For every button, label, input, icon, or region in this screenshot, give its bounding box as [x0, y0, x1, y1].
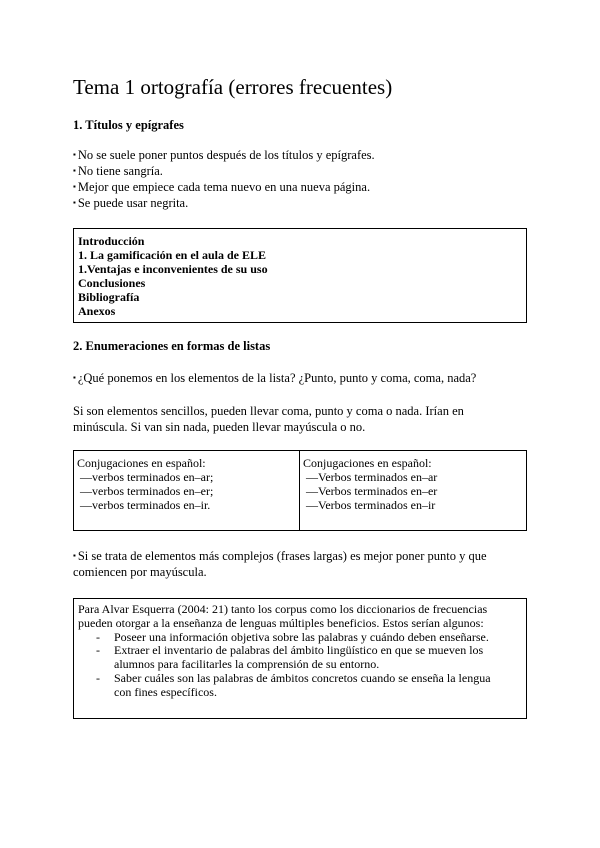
toc-line: 1.Ventajas e inconvenientes de su uso	[78, 262, 268, 276]
paragraph-line: minúscula. Si van sin nada, pueden llevar mayúscula o no.	[73, 420, 366, 434]
section-1-heading: 1. Títulos y epígrafes	[73, 118, 184, 132]
paragraph-line: Si son elementos sencillos, pueden llevar coma, punto y coma o nada. Irían en	[73, 404, 464, 418]
section-2-heading: 2. Enumeraciones en formas de listas	[73, 339, 271, 353]
table-cell-item: —verbos terminados en–ar;	[80, 470, 214, 484]
page-title: Tema 1 ortografía (errores frecuentes)	[73, 75, 393, 99]
table-cell-item: —Verbos terminados en–ir	[306, 498, 436, 512]
list-item: - Extraer el inventario de palabras del ámbito lingüístico en que se mueven los alumnos para facilitarles la comprensión de su entorno.	[88, 644, 508, 672]
list-item: - Saber cuáles son las palabras de ámbitos concretos cuando se enseña la lengua con fines específicos.	[88, 672, 508, 700]
table-cell-left	[77, 456, 213, 512]
example-box	[73, 598, 527, 719]
toc-line: Conclusiones	[78, 276, 146, 290]
table-cell-item: —Verbos terminados en–er	[306, 484, 438, 498]
table-cell-right	[303, 456, 437, 512]
table-cell-item: —verbos terminados en–er;	[80, 484, 214, 498]
list-item: - Poseer una información objetiva sobre las palabras y cuándo deben enseñarse.	[88, 631, 508, 645]
table-divider	[299, 451, 300, 530]
example-list	[88, 631, 508, 700]
example-intro-line: pueden otorgar a la enseñanza de lenguas múltiples beneficios. Estos serían algunos:	[78, 615, 484, 630]
toc-line: Introducción	[78, 234, 145, 248]
table-cell-item: —Verbos terminados en–ar	[306, 470, 438, 484]
bullet-item: ▪ Mejor que empiece cada tema nuevo en una nueva página.	[73, 179, 370, 197]
conjugation-table	[73, 450, 527, 531]
bullet-item: ▪ No tiene sangría.	[73, 163, 163, 181]
table-cell-item: —verbos terminados en–ir.	[80, 498, 211, 512]
toc-example-box	[73, 228, 527, 323]
paragraph-line: comiencen por mayúscula.	[73, 565, 207, 579]
toc-line: 1. La gamificación en el aula de ELE	[78, 248, 267, 262]
toc-line: Bibliografía	[78, 290, 140, 304]
toc-line: Anexos	[78, 304, 116, 318]
bullet-item: ▪ No se suele poner puntos después de los títulos y epígrafes.	[73, 147, 375, 165]
table-cell-header: Conjugaciones en español:	[303, 456, 432, 470]
bullet-item: ▪ ¿Qué ponemos en los elementos de la lista? ¿Punto, punto y coma, coma, nada?	[73, 370, 476, 388]
example-intro-line: Para Alvar Esquerra (2004: 21) tanto los corpus como los diccionarios de frecuencias	[78, 602, 488, 616]
table-cell-header: Conjugaciones en español:	[77, 456, 206, 470]
bullet-item: ▪ Se puede usar negrita.	[73, 195, 188, 213]
bullet-item: ▪ Si se trata de elementos más complejos (frases largas) es mejor poner punto y que	[73, 548, 487, 566]
